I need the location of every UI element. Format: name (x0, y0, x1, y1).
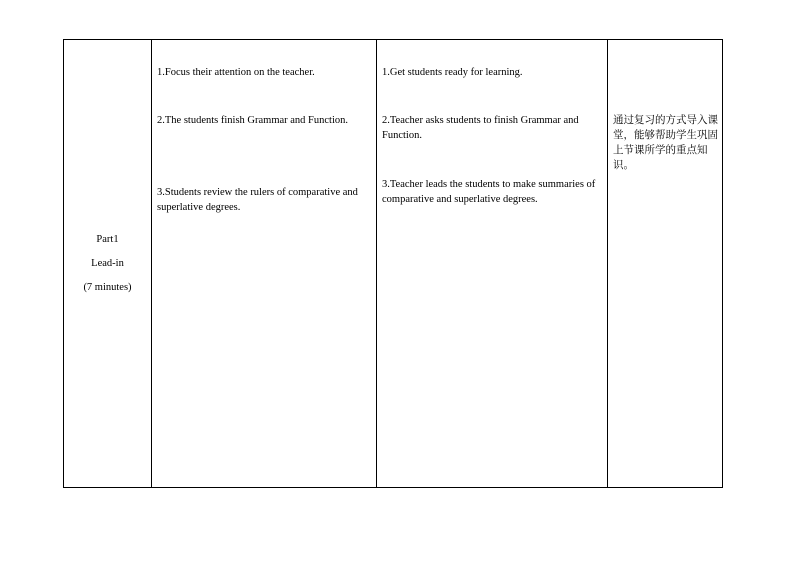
purpose-cell (607, 40, 722, 487)
student-activity-1: 1.Focus their attention on the teacher. (157, 67, 315, 78)
teacher-activities-cell (376, 40, 607, 487)
teacher-activity-2: 2.Teacher asks students to finish Grammar and Function. (382, 115, 579, 141)
teacher-activity-1: 1.Get students ready for learning. (382, 67, 523, 78)
student-activity-2: 2.The students finish Grammar and Function. (157, 115, 349, 126)
part-title: Lead-in (91, 258, 124, 269)
teacher-activity-3: 3.Teacher leads the students to make summaries of comparative and superlative degrees. (382, 179, 596, 205)
lesson-plan-table (63, 39, 723, 488)
purpose-text: 通过复习的方式导入课堂，能够帮助学生巩固上节课所学的重点知识。 (613, 114, 718, 171)
part-info (64, 228, 151, 300)
part-duration: (7 minutes) (83, 282, 132, 293)
student-activities-cell (151, 40, 376, 487)
part-name: Part1 (96, 234, 119, 245)
part-cell (64, 40, 151, 487)
student-activity-3: 3.Students review the rulers of comparative and superlative degrees. (157, 187, 358, 213)
